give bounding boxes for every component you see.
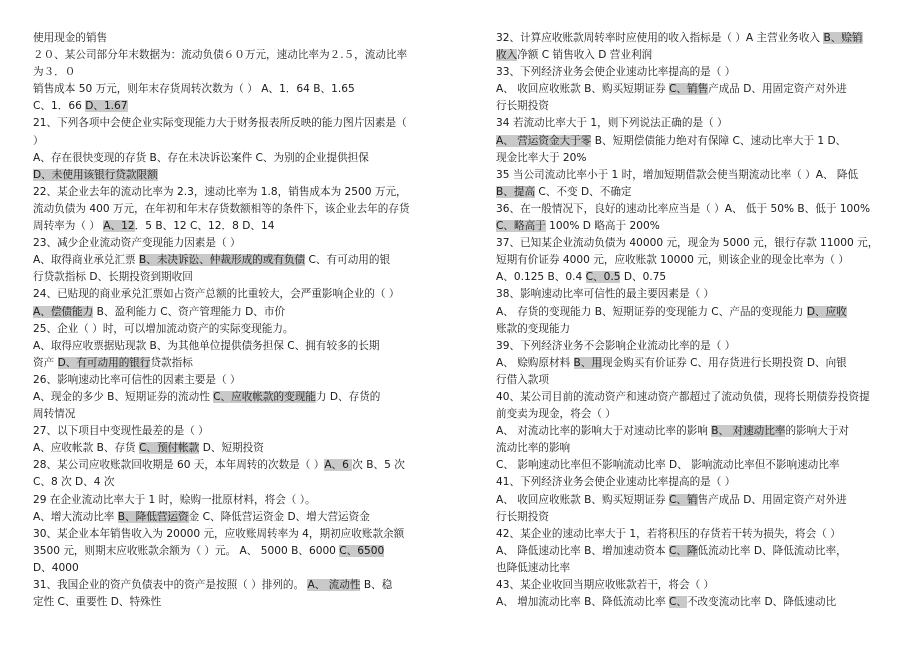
- text-line: [33, 235, 433, 252]
- highlighted-answer: C、略高于: [496, 220, 546, 233]
- highlighted-answer: C、0.5: [585, 271, 621, 284]
- text-segment: 43、某企业收回当期应收账款若干，将会（ ）: [496, 579, 715, 591]
- text-segment: 资产: [33, 356, 58, 369]
- text-segment: 使用现金的销售: [33, 32, 108, 44]
- text-segment: 定性 C、重要性 D、特殊性: [33, 596, 162, 609]
- text-line: [33, 133, 433, 150]
- text-segment: 流动负债为 400 万元，在年初和年末存货数额相等的条件下，该企业去年的存货: [33, 202, 410, 215]
- text-segment: 21、下列各项中会使企业实际变现能力大于财务报表所反映的能力图片因素是（: [33, 117, 407, 130]
- text-segment: 22、某企业去年的流动比率为 2.3，速动比率为 1.8，销售成本为 2500 万元，: [33, 185, 407, 198]
- highlighted-answer: A、6: [324, 459, 353, 472]
- text-segment: 账款的变现能力: [496, 322, 571, 335]
- text-line: [496, 115, 892, 132]
- text-segment: 周转率为（ ）: [33, 220, 104, 233]
- text-segment: 31、我国企业的资产负债表中的资产是按照（ ）排列的。: [33, 579, 308, 591]
- text-segment: D、短期投资: [199, 442, 264, 455]
- text-line: [496, 406, 892, 423]
- text-line: [33, 98, 433, 115]
- text-segment: 38、影响速动比率可信性的最主要因素是（ ）: [496, 288, 715, 301]
- text-line: [496, 184, 892, 201]
- text-line: [33, 304, 433, 321]
- highlighted-answer: A、偿债能力: [33, 305, 94, 318]
- text-line: [496, 218, 892, 235]
- text-line: [496, 560, 892, 577]
- highlighted-answer: C、销售: [668, 83, 709, 96]
- text-segment: D、0.75: [620, 271, 667, 284]
- text-segment: 为３．０: [33, 66, 76, 79]
- text-segment: 40、某公司目前的流动资产和速动资产都超过了流动负债，现将长期债券投资提: [496, 390, 870, 403]
- text-segment: 流动比率的影响: [496, 442, 571, 455]
- highlighted-answer: 收入: [496, 49, 518, 62]
- text-segment: 36、在一般情况下，良好的速动比率应当是（ ）A、 低于 50% B、低于 100%: [496, 202, 871, 215]
- text-segment: 的影响大于对: [785, 425, 850, 438]
- text-segment: A、 收回应收账款 B、购买短期证券: [496, 493, 669, 506]
- text-line: [33, 81, 433, 98]
- text-line: [33, 115, 433, 132]
- text-segment: A、存在很快变现的存货 B、存在未决诉讼案件 C、为别的企业提供担保: [33, 151, 369, 164]
- highlighted-answer: C、6500: [339, 544, 385, 557]
- text-segment: C、1．66: [33, 100, 86, 113]
- text-segment: C、不变 D、不确定: [535, 185, 632, 198]
- text-line: [496, 338, 892, 355]
- text-line: [496, 509, 892, 526]
- text-segment: A、增大流动比率: [33, 510, 118, 523]
- text-segment: 23、减少企业流动资产变现能力因素是（ ）: [33, 237, 241, 250]
- text-segment: 售产成品 D、用固定资产对外进: [697, 493, 847, 506]
- text-line: [33, 543, 433, 560]
- text-segment: 周转情况: [33, 408, 76, 421]
- text-line: [33, 150, 433, 167]
- text-segment: ２０、某公司部分年末数据为：流动负债６０万元，速动比率为２.５，流动比率: [33, 49, 408, 62]
- text-segment: 行借入款项: [496, 373, 549, 386]
- text-line: [33, 47, 433, 64]
- text-line: [496, 355, 892, 372]
- text-line: [496, 201, 892, 218]
- text-segment: 产成品 D、用固定资产对外进: [708, 83, 847, 96]
- highlighted-answer: B、用: [573, 356, 603, 369]
- right-column: [496, 30, 892, 611]
- text-segment: C、 影响速动比率但不影响流动比率 D、 影响流动比率但不影响速动比率: [496, 459, 840, 472]
- text-segment: 行贷款指标 D、长期投资到期收回: [33, 271, 193, 284]
- text-segment: B、短期偿债能力绝对有保障 C、速动比率大于 1 D、: [591, 134, 847, 147]
- text-line: [496, 64, 892, 81]
- text-line: [33, 509, 433, 526]
- text-segment: 短期有价证券 4000 元，应收账款 10000 元，则该企业的现金比率为（ ）: [496, 254, 849, 267]
- text-segment: 也降低速动比率: [496, 561, 571, 574]
- text-segment: 销售成本 50 万元，则年末存货周转次数为（ ） A、1．64 B、1.65: [33, 83, 355, 96]
- text-line: [33, 474, 433, 491]
- text-line: [33, 338, 433, 355]
- text-line: [496, 269, 892, 286]
- text-line: [496, 372, 892, 389]
- text-line: [33, 406, 433, 423]
- text-segment: D、4000: [33, 561, 79, 574]
- text-segment: A、应收帐款 B、存货: [33, 442, 139, 455]
- text-line: [496, 252, 892, 269]
- highlighted-answer: B、未决诉讼、仲裁形成的或有负债: [138, 254, 306, 267]
- highlighted-answer: D、1.67: [85, 100, 128, 113]
- text-line: [33, 440, 433, 457]
- highlighted-answer: B、 对速动比率: [711, 425, 786, 438]
- text-segment: 42、某企业的速动比率大于 1，若将积压的存货若干转为损失，将会（ ）: [496, 527, 841, 540]
- text-segment: 行长期投资: [496, 100, 549, 113]
- highlighted-answer: A、 营运资金大于零: [496, 134, 592, 147]
- text-line: [33, 269, 433, 286]
- text-segment: C、有可动用的银: [305, 254, 391, 267]
- text-segment: 100% D 略高于 200%: [545, 220, 660, 233]
- text-segment: 27、以下项目中变现性最差的是（ ）: [33, 425, 209, 438]
- text-line: [496, 286, 892, 303]
- text-line: [33, 201, 433, 218]
- text-line: [496, 492, 892, 509]
- text-segment: 32、计算应收账款周转率时应使用的收入指标是（ ）A 主营业务收入: [496, 32, 824, 44]
- highlighted-answer: D、应收: [806, 305, 847, 318]
- highlighted-answer: C、预付帐款: [139, 442, 200, 455]
- text-line: [33, 577, 433, 594]
- text-segment: A、 存货的变现能力 B、短期证券的变现能力 C、产品的变现能力: [496, 305, 807, 318]
- text-segment: A、取得商业承兑汇票: [33, 254, 139, 267]
- text-segment: ）: [33, 134, 44, 147]
- text-line: [496, 304, 892, 321]
- text-line: [496, 235, 892, 252]
- text-segment: 41、下列经济业务会使企业速动比率提高的是（ ）: [496, 476, 736, 489]
- text-line: [496, 440, 892, 457]
- text-segment: 24、已贴现的商业承兑汇票如占资产总额的比重较大，会严重影响企业的（ ）: [33, 288, 400, 301]
- text-line: [33, 321, 433, 338]
- text-segment: A、 对流动比率的影响大于对速动比率的影响: [496, 425, 712, 438]
- text-line: [496, 150, 892, 167]
- text-line: [496, 543, 892, 560]
- text-line: [33, 423, 433, 440]
- text-segment: 次 B、5 次: [352, 459, 405, 472]
- text-line: [496, 167, 892, 184]
- text-line: [496, 457, 892, 474]
- text-segment: 前变卖为现金，将会（ ）: [496, 408, 616, 421]
- highlighted-answer: C、降: [668, 544, 698, 557]
- text-segment: 现金购买有价证券 C、用存货进行长期投资 D、向银: [602, 356, 847, 369]
- highlighted-answer: D、未使用该银行贷款限额: [33, 168, 158, 181]
- text-line: [33, 64, 433, 81]
- text-line: [33, 252, 433, 269]
- text-line: [496, 98, 892, 115]
- text-line: [33, 372, 433, 389]
- text-line: [496, 474, 892, 491]
- text-segment: 29 在企业流动比率大于 1 时，赊购一批原材料，将会（ ）。: [33, 493, 316, 506]
- text-line: [33, 526, 433, 543]
- text-segment: 25、企业（ ）时，可以增加流动资产的实际变现能力。: [33, 322, 294, 335]
- text-line: [33, 30, 433, 47]
- text-line: [33, 218, 433, 235]
- text-line: [33, 457, 433, 474]
- text-segment: 现金比率大于 20%: [496, 151, 587, 164]
- text-segment: 37、已知某企业流动负债为 40000 元，现金为 5000 元，银行存款 11000 元，: [496, 237, 879, 250]
- text-segment: A、取得应收票据贴现款 B、为其他单位提供债务担保 C、拥有较多的长期: [33, 339, 380, 352]
- text-line: [496, 423, 892, 440]
- text-segment: 力 D、存货的: [315, 390, 381, 403]
- text-segment: 34 若流动比率大于 1，则下列说法正确的是（ ）: [496, 117, 728, 130]
- text-line: [33, 389, 433, 406]
- text-segment: A、现金的多少 B、短期证券的流动性: [33, 390, 214, 403]
- left-column: [33, 30, 433, 611]
- text-segment: 35 当公司流动比率小于 1 时，增加短期借款会使当期流动比率（ ）A、 降低: [496, 168, 859, 181]
- highlighted-answer: D、有可动用的银行: [57, 356, 151, 369]
- highlighted-answer: C、销: [668, 493, 698, 506]
- text-segment: A、 降低速动比率 B、增加速动资本: [496, 544, 669, 557]
- text-line: [496, 47, 892, 64]
- text-segment: ．5 B、12 C、12．8 D、14: [134, 220, 275, 233]
- text-segment: 行长期投资: [496, 510, 549, 523]
- text-segment: 30、某企业本年销售收入为 20000 元，应收账周转率为 4，期初应收账款余额: [33, 527, 405, 540]
- text-segment: 26、影响速动比率可信性的因素主要是（ ）: [33, 373, 241, 386]
- text-segment: 贷款指标: [150, 356, 193, 369]
- text-line: [33, 355, 433, 372]
- highlighted-answer: A、12: [103, 220, 135, 233]
- text-segment: A、 增加流动比率 B、降低流动比率: [496, 596, 669, 609]
- text-line: [496, 526, 892, 543]
- text-segment: 净额 C 销售收入 D 营业利润: [517, 49, 653, 62]
- text-line: [496, 389, 892, 406]
- text-line: [496, 594, 892, 611]
- text-segment: A、 赊购原材料: [496, 356, 574, 369]
- highlighted-answer: B、提高: [496, 185, 536, 198]
- text-segment: B、盈利能力 C、资产管理能力 D、市价: [93, 305, 286, 318]
- highlighted-answer: A、 流动性: [307, 579, 361, 591]
- text-line: [496, 577, 892, 594]
- text-segment: 28、某公司应收账款回收期是 60 天，本年周转的次数是（ ）: [33, 459, 325, 472]
- text-segment: 不改变流动比率 D、降低速动比: [686, 596, 837, 609]
- highlighted-answer: B、赊销: [823, 32, 863, 44]
- text-segment: 33、下列经济业务会使企业速动比率提高的是（ ）: [496, 66, 736, 79]
- text-line: [496, 321, 892, 338]
- text-segment: 3500 元，则期末应收账款余额为（ ）元。 A、 5000 B、6000: [33, 544, 340, 557]
- text-line: [33, 492, 433, 509]
- text-line: [33, 184, 433, 201]
- text-segment: 39、下列经济业务不会影响企业流动比率的是（ ）: [496, 339, 736, 352]
- text-line: [33, 594, 433, 611]
- text-segment: A、0.125 B、0.4: [496, 271, 586, 284]
- text-segment: A、 收回应收账款 B、购买短期证券: [496, 83, 669, 96]
- text-line: [33, 560, 433, 577]
- text-line: [33, 286, 433, 303]
- text-line: [496, 81, 892, 98]
- text-line: [496, 133, 892, 150]
- text-line: [496, 30, 892, 47]
- text-segment: 低流动比率 D、降低流动比率，: [697, 544, 847, 557]
- text-segment: C、8 次 D、4 次: [33, 476, 115, 489]
- text-segment: 金 C、降低营运资金 D、增大营运资金: [188, 510, 370, 523]
- text-line: [33, 167, 433, 184]
- text-segment: B、稳: [360, 579, 393, 591]
- highlighted-answer: B、降低营运资: [117, 510, 189, 523]
- highlighted-answer: C、应收帐款的变现能: [213, 390, 316, 403]
- highlighted-answer: C、: [668, 596, 687, 609]
